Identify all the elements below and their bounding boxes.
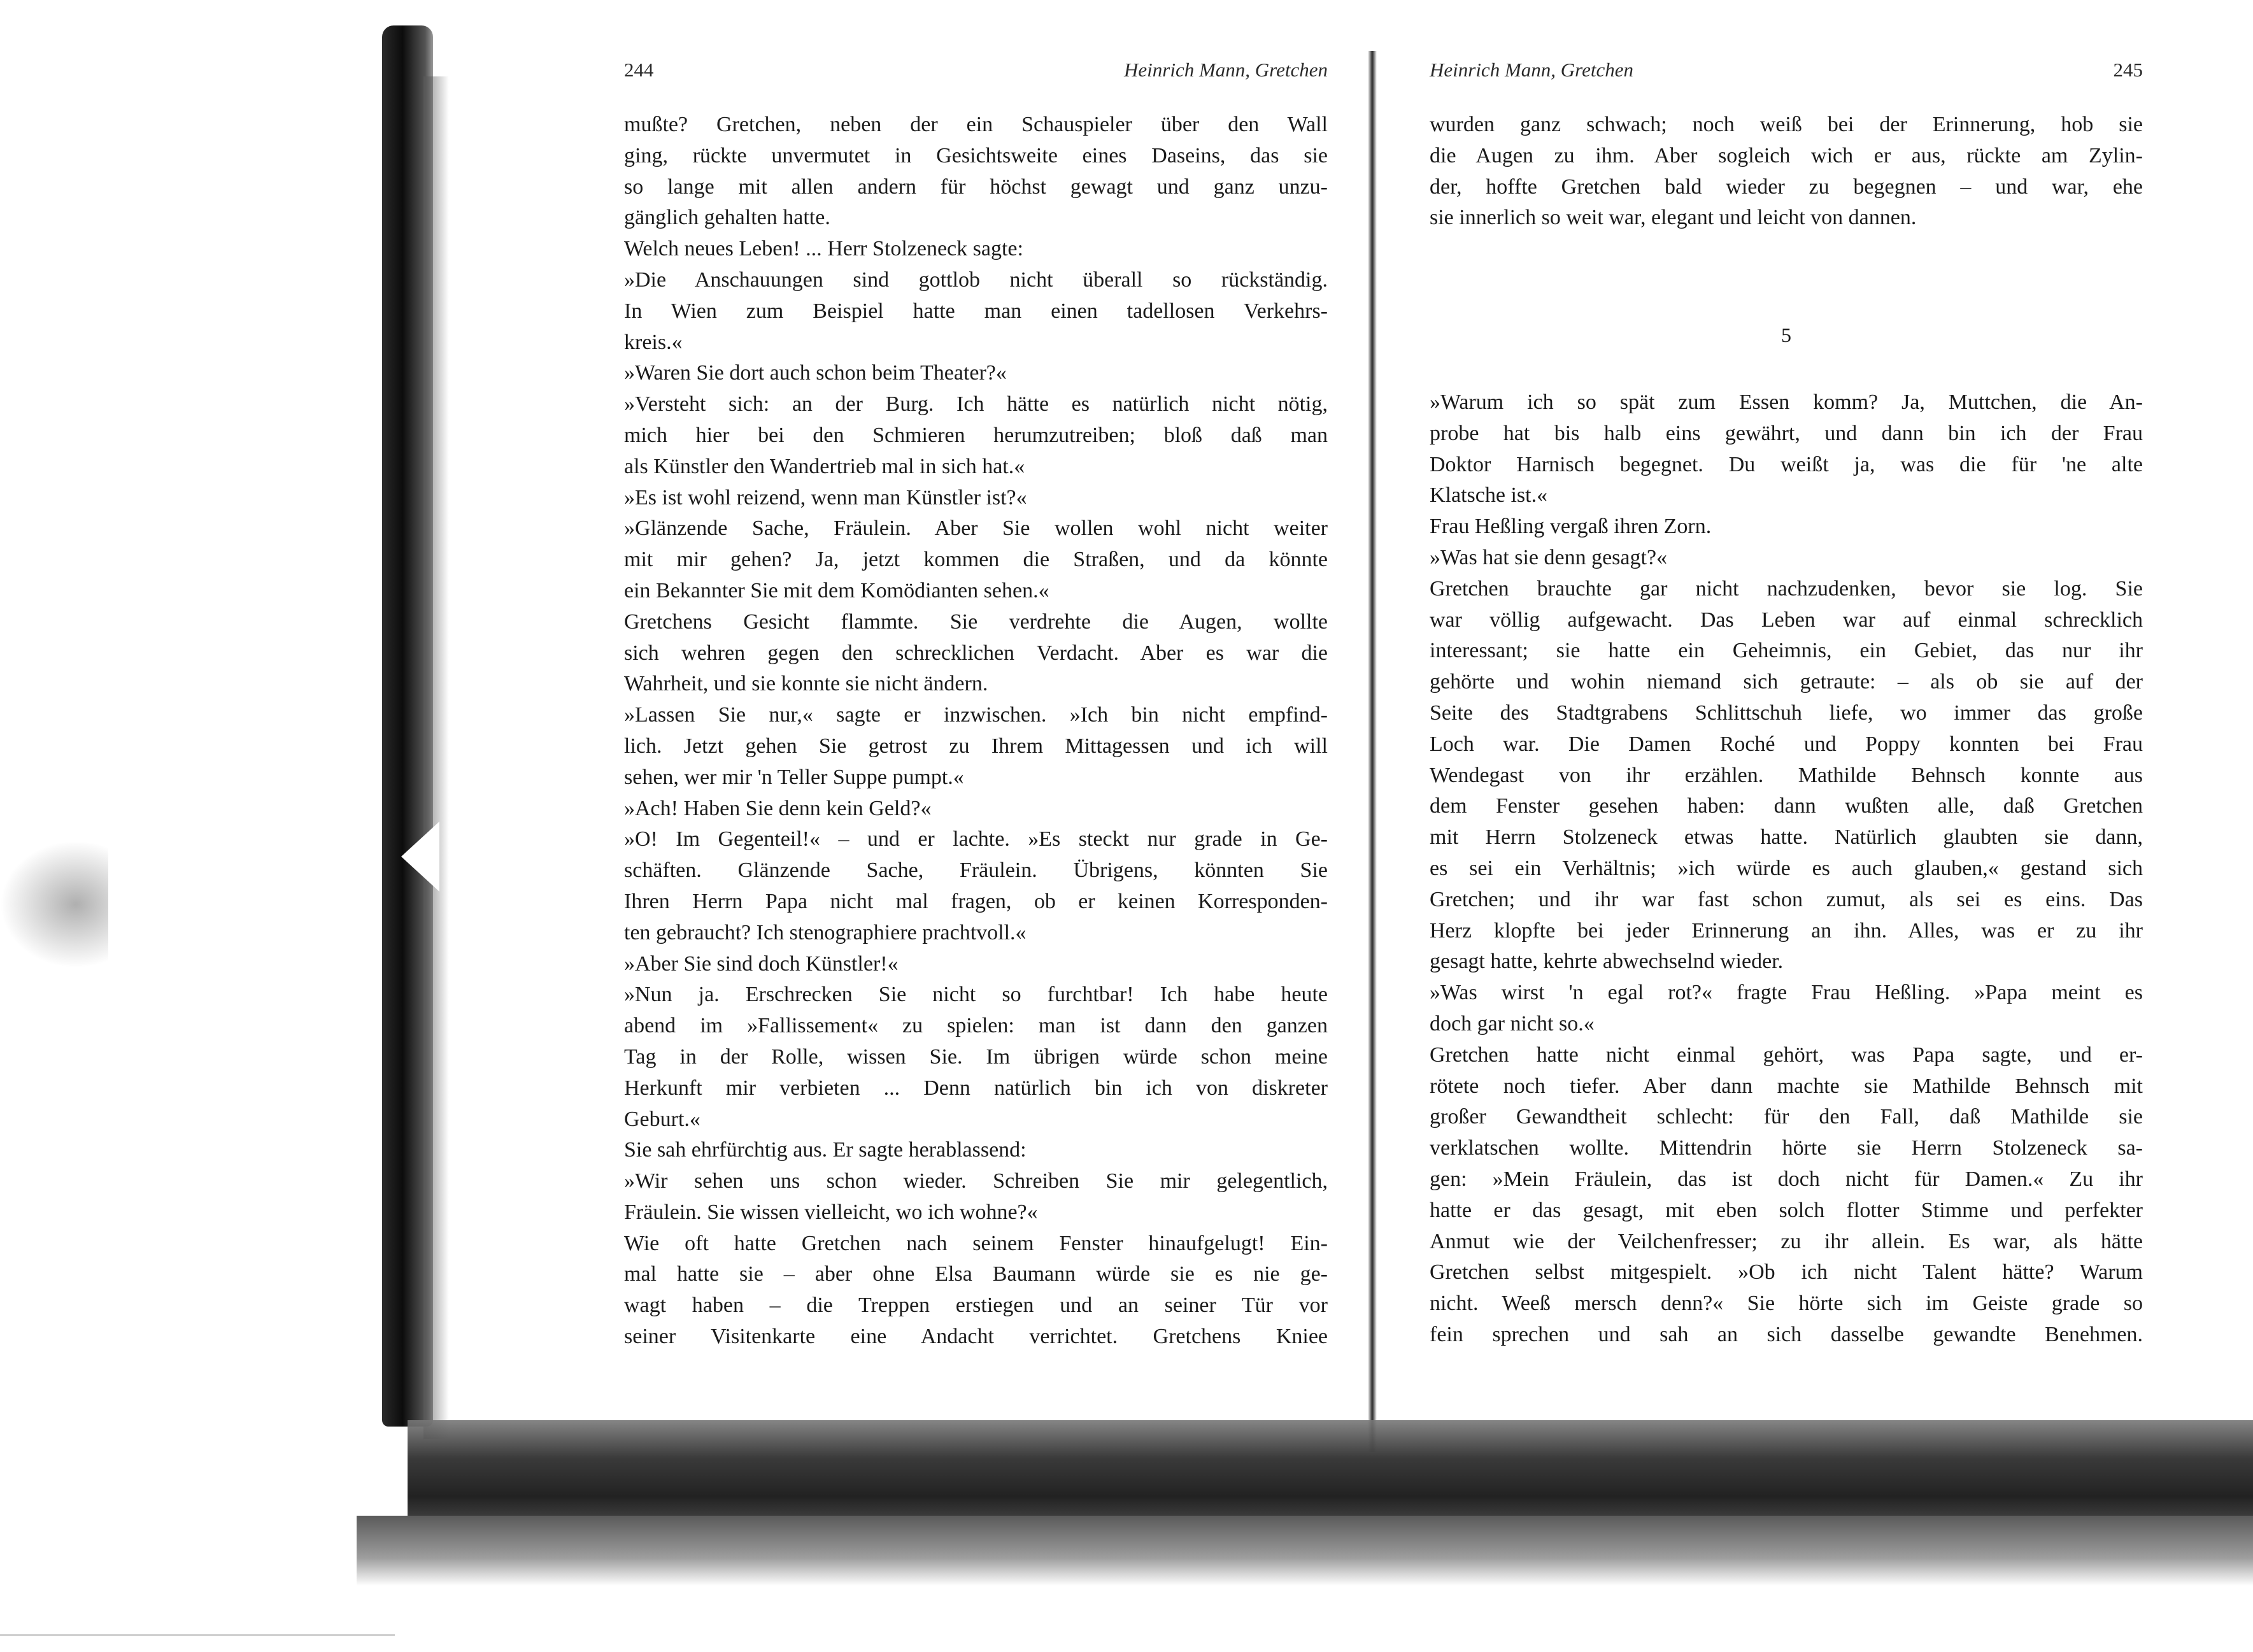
- text-line: »Glänzende Sache, Fräulein. Aber Sie wollen wohl nicht weiter: [624, 516, 1328, 541]
- text-line: Anmut wie der Veilchenfresser; zu ihr allein. Es war, als hätte: [1430, 1229, 2143, 1253]
- text-line: Sie sah ehrfürchtig aus. Er sagte herablassend:: [624, 1138, 1027, 1162]
- text-line: Ihren Herrn Papa nicht mal fragen, ob er keinen Korresponden-: [624, 889, 1328, 913]
- text-line: Herz klopfte bei jeder Erinnerung an ihn. Alles, was er zu ihr: [1430, 918, 2143, 943]
- text-line: Gretchen brauchte gar nicht nachzudenken, bevor sie log. Sie: [1430, 576, 2143, 601]
- text-line: Wendegast von ihr erzählen. Mathilde Behnsch konnte aus: [1430, 763, 2143, 787]
- text-line: ging, rückte unvermutet in Gesichtsweite eines Daseins, das sie: [624, 143, 1328, 167]
- text-line: schäften. Glänzende Sache, Fräulein. Übrigens, könnten Sie: [624, 858, 1328, 883]
- text-line: rötete noch tiefer. Aber dann machte sie Mathilde Behnsch mit: [1430, 1074, 2143, 1098]
- text-line: probe hat bis halb eins gewährt, und dann bin ich der Frau: [1430, 421, 2143, 445]
- text-line: war völlig aufgewacht. Das Leben war auf einmal schrecklich: [1430, 608, 2143, 632]
- text-line: Wie oft hatte Gretchen nach seinem Fenster hinaufgelugt! Ein-: [624, 1231, 1328, 1255]
- text-line: ein Bekannter Sie mit dem Komödianten sehen.«: [624, 578, 1049, 602]
- body-text: [624, 110, 1328, 1353]
- text-line: »O! Im Gegenteil!« – und er lachte. »Es steckt nur grade in Ge-: [624, 827, 1328, 851]
- running-head: [624, 59, 1328, 84]
- text-line: ten gebraucht? Ich stenographiere prachtvoll.«: [624, 920, 1027, 944]
- text-line: Geburt.«: [624, 1107, 700, 1131]
- bottom-scan-rule: [0, 1634, 395, 1636]
- text-line: doch gar nicht so.«: [1430, 1011, 1595, 1036]
- text-line: kreis.«: [624, 330, 683, 354]
- text-line: gen: »Mein Fräulein, das ist doch nicht für Damen.« Zu ihr: [1430, 1167, 2143, 1191]
- text-line: »Die Anschauungen sind gottlob nicht überall so rückständig.: [624, 267, 1328, 292]
- text-line: mit mir gehen? Ja, jetzt kommen die Straßen, und da könnte: [624, 548, 1328, 572]
- bottom-scan-shadow-lower: [357, 1516, 2253, 1586]
- text-line: »Es ist wohl reizend, wenn man Künstler ist?«: [624, 485, 1027, 509]
- text-line: verklatschen wollte. Mittendrin hörte sie Herrn Stolzeneck sa-: [1430, 1136, 2143, 1160]
- text-line: mal hatte sie – aber ohne Elsa Baumann würde sie es nie ge-: [624, 1262, 1328, 1286]
- text-line: gehörte und wohin niemand sich getraute: – als ob sie auf der: [1430, 670, 2143, 694]
- text-line: mit Herrn Stolzeneck etwas hatte. Natürlich glaubten sie dann,: [1430, 825, 2143, 850]
- text-line: »Was wirst 'n egal rot?« fragte Frau Heßling. »Papa meint es: [1430, 981, 2143, 1005]
- section-number: 5: [1781, 324, 1791, 346]
- body-text-top: [1430, 110, 2143, 234]
- text-line: nicht. Weeß mersch denn?« Sie hörte sich im Geiste grade so: [1430, 1292, 2143, 1316]
- text-line: sehen, wer mir 'n Teller Suppe pumpt.«: [624, 765, 964, 789]
- text-line: lich. Jetzt gehen Sie getrost zu Ihrem Mittagessen und ich will: [624, 734, 1328, 758]
- page-number: 244: [624, 59, 654, 81]
- text-line: dem Fenster gesehen haben: dann wußten alle, daß Gretchen: [1430, 794, 2143, 818]
- text-line: sich wehren gegen den schrecklichen Verdacht. Aber es war die: [624, 641, 1328, 665]
- text-line: Gretchens Gesicht flammte. Sie verdrehte die Augen, wollte: [624, 609, 1328, 634]
- text-line: »Ach! Haben Sie denn kein Geld?«: [624, 796, 932, 820]
- text-line: gänglich gehalten hatte.: [624, 206, 830, 230]
- book-gutter: [1368, 51, 1377, 1452]
- text-line: interessant; sie hatte ein Geheimnis, ein Gebiet, das nur ihr: [1430, 639, 2143, 663]
- text-line: sie innerlich so weit war, elegant und leicht von dannen.: [1430, 206, 1917, 230]
- left-edge-smudge: [0, 841, 108, 968]
- running-head: [1430, 59, 2143, 84]
- text-line: wagt haben – die Treppen erstiegen und an seiner Tür vor: [624, 1293, 1328, 1318]
- text-line: »Waren Sie dort auch schon beim Theater?«: [624, 361, 1007, 385]
- text-line: fein sprechen und sah an sich dasselbe gewandte Benehmen.: [1430, 1322, 2143, 1346]
- text-line: Gretchen selbst mitgespielt. »Ob ich nicht Talent hätte? Warum: [1430, 1260, 2143, 1285]
- text-line: es sei ein Verhältnis; »ich würde es auch glauben,« gestand sich: [1430, 856, 2143, 880]
- text-line: Herkunft mir verbieten ... Denn natürlich bin ich von diskreter: [624, 1076, 1328, 1100]
- text-line: »Aber Sie sind doch Künstler!«: [624, 951, 899, 976]
- text-line: »Lassen Sie nur,« sagte er inzwischen. »Ich bin nicht empfind-: [624, 703, 1328, 727]
- running-head-title: Heinrich Mann, Gretchen: [1430, 59, 1633, 81]
- text-line: Gretchen; und ihr war fast schon zumut, als sei es eins. Das: [1430, 887, 2143, 911]
- book-edge-fade: [423, 76, 449, 1439]
- text-line: Welch neues Leben! ... Herr Stolzeneck sagte:: [624, 237, 1023, 261]
- text-line: Gretchen hatte nicht einmal gehört, was Papa sagte, und er-: [1430, 1043, 2143, 1067]
- text-line: Tag in der Rolle, wissen Sie. Im übrigen würde schon meine: [624, 1044, 1328, 1069]
- text-line: »Nun ja. Erschrecken Sie nicht so furchtbar! Ich habe heute: [624, 983, 1328, 1007]
- text-line: gesagt hatte, kehrte abwechselnd wieder.: [1430, 950, 1784, 974]
- text-line: Seite des Stadtgrabens Schlittschuh liefe, wo immer das große: [1430, 701, 2143, 725]
- text-line: Fräulein. Sie wissen vielleicht, wo ich wohne?«: [624, 1200, 1038, 1224]
- text-line: Doktor Harnisch begegnet. Du weißt ja, was die für 'ne alte: [1430, 452, 2143, 476]
- text-line: großer Gewandtheit schlecht: für den Fall, daß Mathilde sie: [1430, 1105, 2143, 1129]
- text-line: Klatsche ist.«: [1430, 483, 1548, 508]
- text-line: mußte? Gretchen, neben der ein Schauspieler über den Wall: [624, 113, 1328, 136]
- text-line: In Wien zum Beispiel hatte man einen tadellosen Verkehrs-: [624, 299, 1328, 323]
- text-line: wurden ganz schwach; noch weiß bei der Erinnerung, hob sie: [1430, 113, 2143, 136]
- text-line: mich hier bei den Schmieren herumzutreiben; bloß daß man: [624, 423, 1328, 447]
- text-line: seiner Visitenkarte eine Andacht verrichtet. Gretchens Kniee: [624, 1325, 1328, 1349]
- text-line: der, hoffte Gretchen bald wieder zu begegnen – und war, ehe: [1430, 174, 2143, 199]
- running-head-title: Heinrich Mann, Gretchen: [1124, 59, 1328, 81]
- text-line: »Was hat sie denn gesagt?«: [1430, 545, 1668, 569]
- page-number: 245: [2113, 59, 2143, 81]
- text-line: die Augen zu ihm. Aber sogleich wich er aus, rückte am Zylin-: [1430, 143, 2143, 167]
- text-line: Loch war. Die Damen Roché und Poppy konnten bei Frau: [1430, 732, 2143, 756]
- text-line: hatte er das gesagt, mit eben solch flotter Stimme und perfekter: [1430, 1198, 2143, 1222]
- text-line: Wahrheit, und sie konnte sie nicht ändern.: [624, 672, 988, 696]
- text-line: abend im »Fallissement« zu spielen: man ist dann den ganzen: [624, 1014, 1328, 1038]
- text-line: Frau Heßling vergaß ihren Zorn.: [1430, 515, 1712, 539]
- text-line: »Versteht sich: an der Burg. Ich hätte es natürlich nicht nötig,: [624, 392, 1328, 417]
- text-line: »Wir sehen uns schon wieder. Schreiben Sie mir gelegentlich,: [624, 1169, 1328, 1193]
- body-text: [1430, 387, 2143, 1351]
- text-line: als Künstler den Wandertrieb mal in sich hat.«: [624, 454, 1025, 478]
- text-line: »Warum ich so spät zum Essen komm? Ja, Muttchen, die An-: [1430, 390, 2143, 414]
- text-line: so lange mit allen andern für höchst gewagt und ganz unzu-: [624, 174, 1328, 199]
